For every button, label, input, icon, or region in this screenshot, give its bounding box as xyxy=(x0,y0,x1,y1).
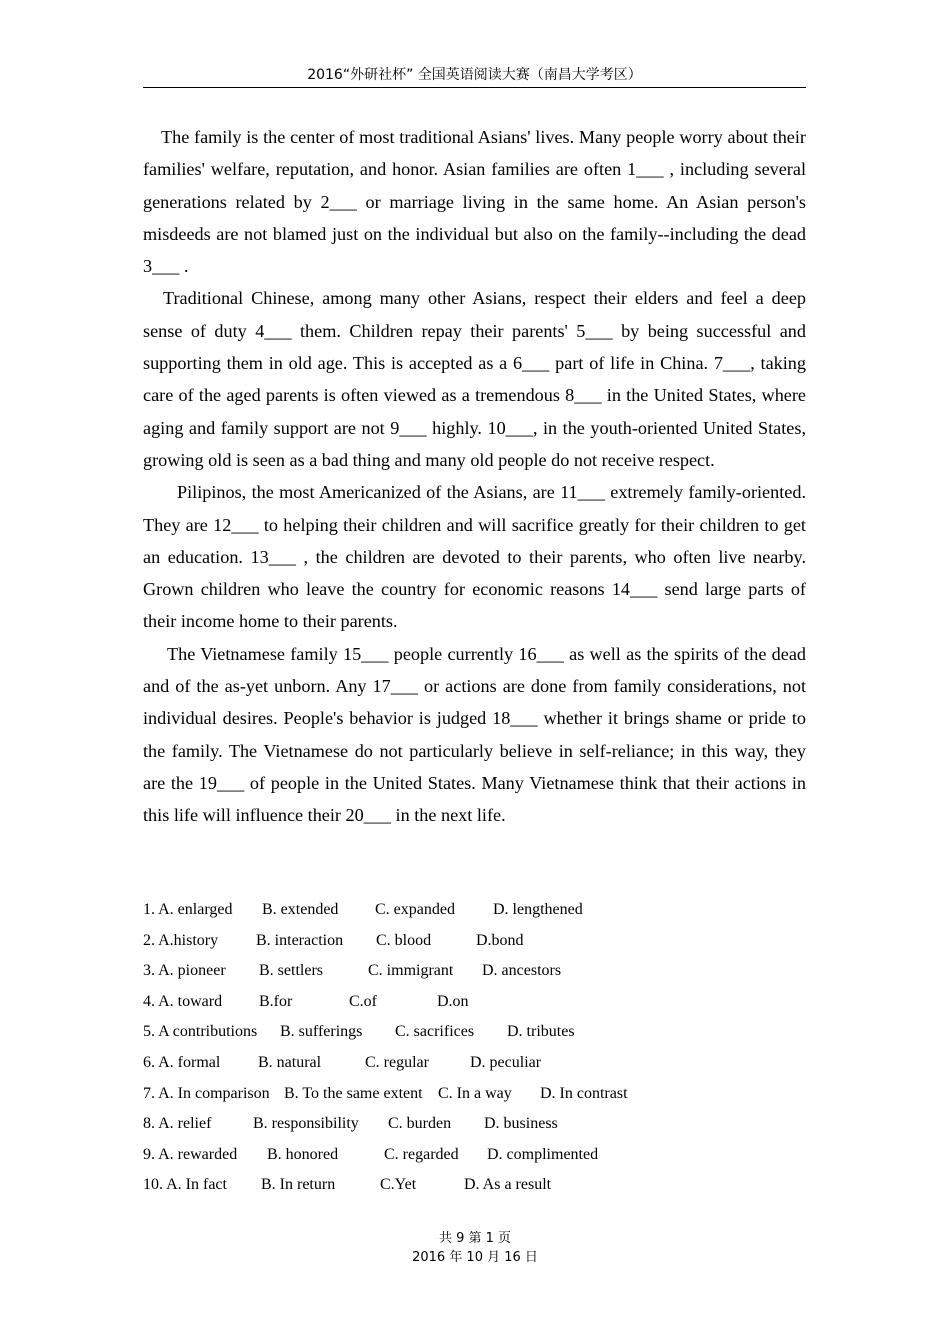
option-b: B. In return xyxy=(261,1176,336,1194)
option-d: D. ancestors xyxy=(482,962,562,980)
question-row xyxy=(143,1017,806,1048)
option-b: B. responsibility xyxy=(253,1115,359,1133)
option-a: 4. A. toward xyxy=(143,992,223,1010)
option-d: D. business xyxy=(484,1115,558,1133)
option-b: B. settlers xyxy=(259,962,323,980)
option-c: C.Yet xyxy=(380,1176,417,1194)
option-d: D. lengthened xyxy=(493,901,583,918)
option-c: C. burden xyxy=(388,1115,452,1133)
question-row xyxy=(143,926,806,957)
option-d: D.bond xyxy=(476,931,524,949)
option-b: B. To the same extent xyxy=(284,1084,423,1102)
option-d: D. complimented xyxy=(487,1145,599,1163)
option-a: 10. A. In fact xyxy=(143,1176,227,1194)
option-a: 7. A. In comparison xyxy=(143,1084,270,1102)
paragraph-4: The Vietnamese family 15___ people currently 16___ as well as the spirits of the dead and of the as-yet unborn. Any 17___ or actions are done from family considerations, not individual desires. People's behavior is judged 18___ whether it brings shame or pride to the family. The Vietnamese do not particularly believe in self-reliance; in this way, they are the 19___ of people in the United States. Many Vietnamese think that their actions in this life will influence their 20___ in the next life. xyxy=(143,643,806,826)
option-d: D.on xyxy=(437,992,469,1010)
option-b: B. interaction xyxy=(256,931,344,949)
question-row xyxy=(143,1170,806,1201)
option-d: D. In contrast xyxy=(540,1084,628,1102)
option-a: 9. A. rewarded xyxy=(143,1145,238,1163)
option-b: B. natural xyxy=(258,1053,322,1071)
option-b: B. sufferings xyxy=(280,1023,363,1041)
page-number: 共 9 第 1 页 xyxy=(438,1231,512,1246)
option-c: C. In a way xyxy=(438,1084,512,1102)
question-row xyxy=(143,1109,806,1140)
question-row xyxy=(143,956,806,987)
option-a: 8. A. relief xyxy=(143,1115,212,1133)
paragraph-1: The family is the center of most traditional Asians' lives. Many people worry about their families' welfare, reputation, and honor. Asian families are often 1___ , including several generations related by 2___ or marriage living in the same home. An Asian person's misdeeds are not blamed just on the individual but also on the family--including the dead 3___ . xyxy=(143,127,806,277)
option-c: C. blood xyxy=(376,931,432,949)
question-row xyxy=(143,895,806,926)
option-c: C. sacrifices xyxy=(395,1023,475,1041)
option-b: B.for xyxy=(259,992,293,1010)
paragraph-3: Pilipinos, the most Americanized of the Asians, are 11___ extremely family-oriented. They are 12___ to helping their children and will sacrifice greatly for their children to get an education. 13___ , the children are devoted to their parents, who often live nearby. Grown children who leave the country for economic reasons 14___ send large parts of their income home to their parents. xyxy=(143,482,806,632)
option-c: C. regarded xyxy=(384,1145,459,1163)
option-a: 3. A. pioneer xyxy=(143,962,226,980)
question-row xyxy=(143,1140,806,1171)
option-a: 6. A. formal xyxy=(143,1053,221,1071)
question-row xyxy=(143,1079,806,1110)
option-a: 1. A. enlarged xyxy=(143,901,233,918)
option-b: B. extended xyxy=(262,901,339,918)
option-b: B. honored xyxy=(267,1145,339,1163)
option-d: D. peculiar xyxy=(470,1053,542,1071)
paragraph-2: Traditional Chinese, among many other Asians, respect their elders and feel a deep sense of duty 4___ them. Children repay their parents' 5___ by being successful and supporting them in old age. This is accepted as a 6___ part of life in China. 7___, taking care of the aged parents is often viewed as a tremendous 8___ in the United States, where aging and family support are not 9___ highly. 10___, in the youth-oriented United States, growing old is seen as a bad thing and many old people do not receive respect. xyxy=(143,288,806,470)
passage xyxy=(143,121,806,832)
option-a: 2. A.history xyxy=(143,931,219,949)
option-d: D. As a result xyxy=(464,1176,552,1194)
page-header xyxy=(143,64,806,88)
option-c: C.of xyxy=(349,992,377,1010)
question-row xyxy=(143,987,806,1018)
footer-date: 2016 年 10 月 16 日 xyxy=(412,1250,538,1265)
question-options xyxy=(143,895,806,1201)
option-c: C. immigrant xyxy=(368,962,454,980)
header-title: 2016“外研社杯” 全国英语阅读大赛（南昌大学考区） xyxy=(307,67,642,83)
option-c: C. expanded xyxy=(375,901,455,918)
option-d: D. tributes xyxy=(507,1023,575,1041)
option-a: 5. A contributions xyxy=(143,1023,258,1041)
option-c: C. regular xyxy=(365,1053,429,1071)
question-row xyxy=(143,1048,806,1079)
